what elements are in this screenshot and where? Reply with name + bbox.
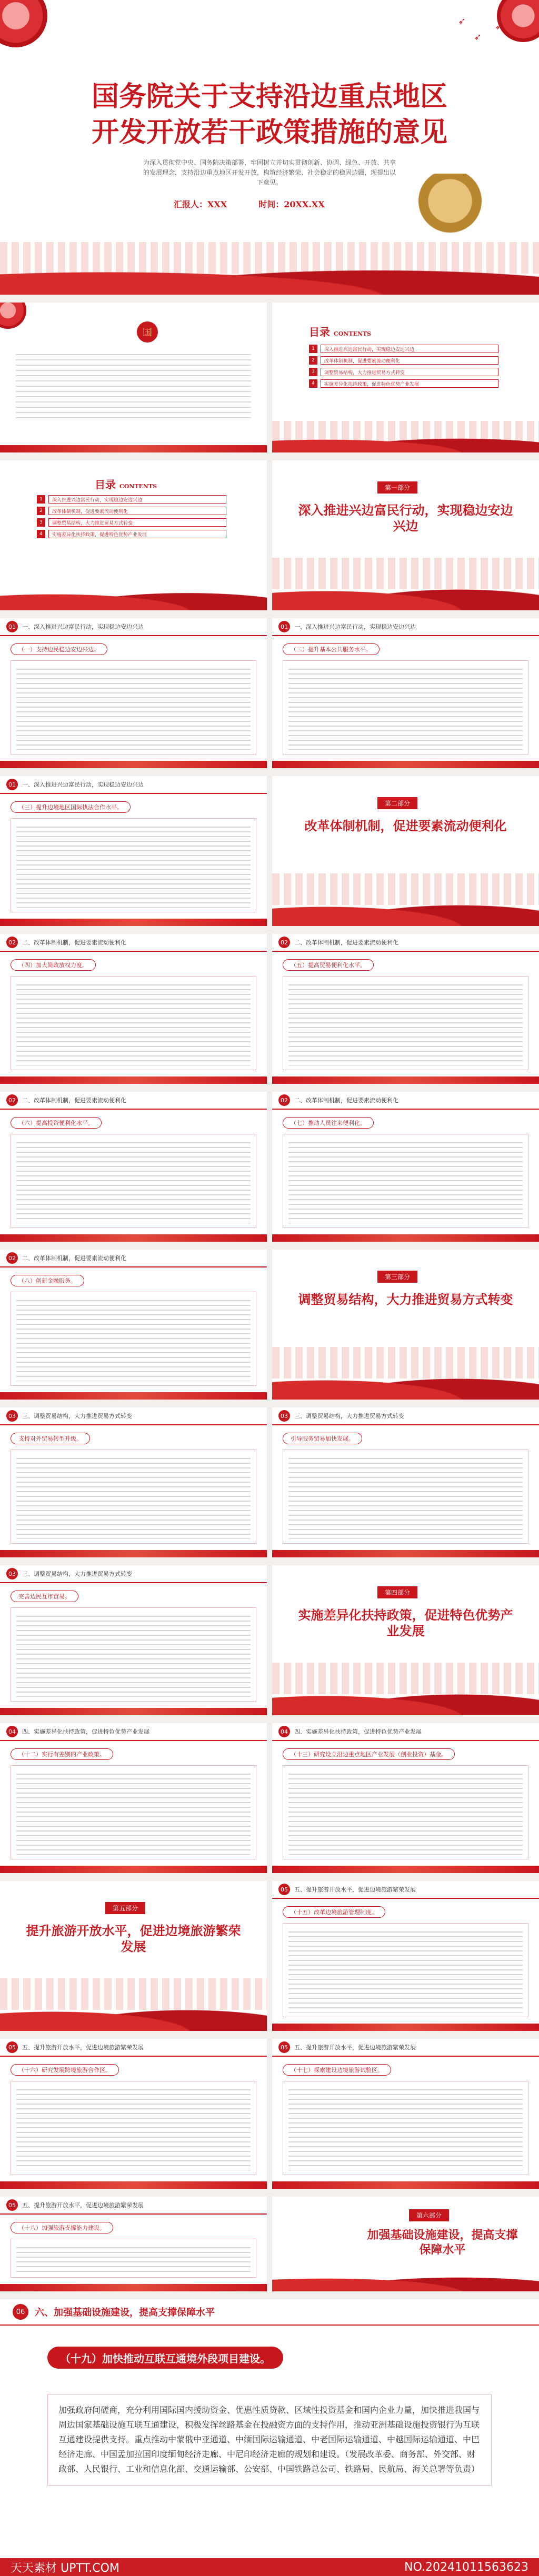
red-footer-bar	[272, 1866, 539, 1873]
part-tag: 第三部分	[377, 1271, 417, 1283]
red-footer-bar	[0, 1392, 267, 1400]
body-text-lines	[16, 1770, 251, 1855]
slide-header	[272, 2039, 539, 2057]
intro-slide	[0, 303, 267, 452]
body-text-lines	[16, 1296, 251, 1381]
content-slide	[272, 1881, 539, 2031]
part-tag: 第六部分	[409, 2209, 449, 2221]
slide-header-text: 三、调整贸易结构，大力推进贸易方式转变	[294, 1413, 404, 1420]
toc-number: 3	[309, 368, 317, 376]
part-title: 提升旅游开放水平，促进边境旅游繁荣发展	[26, 1923, 241, 1954]
slide-header-text: 一、深入推进兴边富民行动，实现稳边安边兴边	[22, 781, 144, 788]
toc-item-label: 调整贸易结构，大力推进贸易方式转变	[48, 518, 226, 527]
slide-header	[0, 1723, 267, 1741]
body-text-lines	[16, 2243, 251, 2273]
part-tag: 第五部分	[105, 1902, 145, 1914]
slide-header	[0, 2039, 267, 2057]
toc-item[interactable]	[37, 530, 226, 538]
slide-number-badge: 01	[6, 621, 18, 632]
intro-text-block	[16, 350, 251, 418]
cover-meta	[174, 198, 325, 210]
red-wave-decoration	[272, 894, 539, 926]
slide-header-text: 五、提升旅游开放水平，促进边境旅游繁荣发展	[294, 2044, 416, 2051]
slide-number-badge: 04	[6, 1726, 18, 1737]
toc-slide	[272, 303, 539, 452]
cover-slide	[0, 0, 539, 295]
toc-item-label: 调整贸易结构，大力推进贸易方式转变	[321, 368, 498, 376]
part-title: 加强基础设施建设，提高支撑保障水平	[367, 2228, 518, 2257]
red-footer-bar	[0, 1076, 267, 1084]
time-label: 时间：20XX.XX	[258, 199, 325, 209]
content-slide	[272, 1723, 539, 1873]
toc-subtitle: CONTENTS	[119, 483, 157, 490]
toc-number: 1	[309, 345, 317, 353]
toc-number: 2	[309, 356, 317, 365]
slide-header-text: 六、加强基础设施建设，提高支撑保障水平	[35, 2307, 215, 2318]
text-card	[11, 1607, 256, 1702]
cover-title-line2: 开发开放若干政策措施的意见	[91, 116, 447, 148]
slide-number-badge: 05	[6, 2199, 18, 2211]
part-slide	[272, 776, 539, 926]
text-card	[11, 1450, 256, 1544]
slide-header	[0, 934, 267, 952]
red-footer-bar	[0, 2284, 267, 2291]
text-card	[11, 2239, 256, 2278]
subheading-pill: （六）提高投资便利化水平。	[11, 1117, 102, 1129]
slide-header	[0, 618, 267, 636]
toc-title-text: 目录	[309, 326, 330, 338]
red-wave-decoration	[272, 2270, 539, 2291]
slide-number-badge: 02	[278, 1094, 290, 1106]
red-footer-bar	[0, 761, 267, 768]
red-footer-bar	[272, 2181, 539, 2189]
content-slide	[0, 1565, 267, 1715]
red-footer-bar	[272, 1234, 539, 1242]
text-card	[11, 976, 256, 1070]
slide-number-badge: 01	[278, 621, 290, 632]
part-tag: 第二部分	[377, 797, 417, 809]
red-footer-bar	[0, 1708, 267, 1715]
slide-number-badge: 02	[6, 1252, 18, 1264]
body-text-lines	[16, 981, 251, 1065]
toc-item-label: 深入推进兴边富民行动，实现稳边安边兴边	[48, 495, 226, 504]
red-footer-bar	[272, 1076, 539, 1084]
red-wave-decoration	[0, 584, 267, 610]
text-card	[11, 660, 256, 754]
slide-header	[0, 2197, 267, 2215]
slide-number-badge: 03	[278, 1410, 290, 1422]
slide-number-badge: 02	[278, 937, 290, 948]
cover-title-line1: 国务院关于支持沿边重点地区	[91, 80, 447, 113]
content-slide	[272, 618, 539, 768]
content-slide	[0, 2197, 267, 2291]
slide-header	[272, 1723, 539, 1741]
slide-number-badge: 03	[6, 1410, 18, 1422]
slide-header-text: 一、深入推进兴边富民行动，实现稳边安边兴边	[294, 623, 416, 630]
content-slide	[272, 1092, 539, 1242]
dove-icon: ➶	[474, 32, 482, 43]
red-footer-bar	[0, 2181, 267, 2189]
content-slide	[0, 776, 267, 926]
peony-decoration	[0, 0, 47, 47]
slide-header-text: 四、实施差异化扶持政策，促进特色优势产业发展	[22, 1728, 149, 1735]
reporter-label: 汇报人：XXX	[174, 199, 227, 209]
slide-header	[0, 1250, 267, 1267]
slide-number-badge: 02	[6, 937, 18, 948]
national-emblem: 国	[137, 321, 158, 343]
slide-header	[0, 776, 267, 794]
text-card	[11, 1134, 256, 1228]
red-footer-bar	[0, 919, 267, 926]
part-slide	[0, 1881, 267, 2031]
cover-intro: 为深入贯彻党中央、国务院决策部署，牢固树立并切实贯彻创新、协调、绿色、开放、共享的发展理念，支持沿边重点地区开发开放，构筑经济繁荣、社会稳定的稳固边疆，现提出以下意见。	[143, 159, 396, 187]
subheading-pill: （十六）研究发展跨境旅游合作区。	[11, 2064, 119, 2076]
red-footer-bar	[0, 1550, 267, 1557]
text-card	[283, 2081, 528, 2175]
red-wave-decoration	[0, 1999, 267, 2031]
subheading-pill: （十五）改革边境旅游管理制度。	[283, 1906, 385, 1918]
part-slide	[272, 1250, 539, 1400]
subheading-pill: 引导服务贸易加快发展。	[283, 1433, 362, 1444]
dove-icon: ➶	[495, 21, 503, 32]
toc-number: 1	[37, 495, 45, 504]
slide-number-badge: 01	[6, 779, 18, 790]
cover-title	[0, 79, 539, 150]
slide-header	[0, 1407, 267, 1425]
toc-number: 2	[37, 507, 45, 515]
toc-slide	[0, 460, 267, 610]
slide-header-text: 五、提升旅游开放水平，促进边境旅游繁荣发展	[294, 1886, 416, 1893]
body-text-lines	[16, 823, 251, 908]
content-slide-large	[0, 2299, 539, 2558]
watermark-bar	[0, 2558, 539, 2576]
toc-item-label: 改革体制机制，促进要素流动便利化	[321, 356, 498, 365]
slide-number-badge: 05	[278, 1884, 290, 1895]
content-slide	[0, 618, 267, 768]
body-text-lines	[288, 1139, 523, 1223]
text-card	[11, 818, 256, 912]
toc-item-label: 实施差异化扶持政策，促进特色优势产业发展	[321, 379, 498, 388]
red-footer-bar	[272, 2024, 539, 2031]
part-title: 深入推进兴边富民行动，实现稳边安边兴边	[298, 502, 513, 534]
slide-header-text: 二、改革体制机制，促进要素流动便利化	[294, 1097, 398, 1104]
content-slide	[0, 1250, 267, 1400]
slide-header-text: 五、提升旅游开放水平，促进边境旅游繁荣发展	[22, 2202, 144, 2209]
toc-item[interactable]	[309, 368, 498, 376]
content-slide	[0, 934, 267, 1084]
body-text-lines	[288, 981, 523, 1065]
subheading-pill: （十七）探索建设边境旅游试验区。	[283, 2064, 391, 2076]
body-text-lines	[16, 1139, 251, 1223]
toc-item[interactable]	[37, 518, 226, 527]
subheading-pill: （十八）加强旅游支撑能力建设。	[11, 2222, 113, 2233]
content-slide	[0, 2039, 267, 2189]
body-text-lines	[16, 1612, 251, 1697]
toc-title-text: 目录	[95, 478, 116, 491]
content-slide	[0, 1723, 267, 1873]
subheading-pill: （二）提升基本公共服务水平。	[283, 643, 380, 655]
slide-header	[272, 934, 539, 952]
part-tag: 第一部分	[377, 481, 417, 494]
slide-number-badge: 05	[6, 2041, 18, 2053]
peony-decoration	[0, 303, 26, 329]
subheading-pill: 支持对外贸易转型升级。	[11, 1433, 90, 1444]
toc-number: 4	[37, 530, 45, 538]
red-wave-decoration	[272, 1684, 539, 1715]
toc-item[interactable]	[309, 356, 498, 365]
text-card	[283, 1134, 528, 1228]
slide-number-badge: 03	[6, 1568, 18, 1579]
toc-subtitle: CONTENTS	[333, 330, 372, 337]
toc-list	[37, 495, 226, 541]
subheading-pill: （十九）加快推动互联互通境外段项目建设。	[47, 2347, 283, 2369]
content-slide	[272, 934, 539, 1084]
text-card	[11, 2081, 256, 2175]
slide-header	[0, 1565, 267, 1583]
red-wave-decoration	[272, 1368, 539, 1400]
watermark-site: 天天素材 UPTT.COM	[11, 2561, 119, 2575]
part-slide	[272, 460, 539, 610]
slide-header	[0, 1092, 267, 1110]
body-text: 加强政府间磋商，充分利用国际国内援助资金、优惠性质贷款、区域性投资基金和国内企业力量，加快推进我国与周边国家基础设施互联互通建设，积极发挥丝路基金在投融资方面的支持作用，推动亚洲基础设施投资银行为互联互通建设提供支持。重点推动中蒙俄中亚通道、中缅国际运输通道、中老国际运输通道、中越国际运输通道、中巴经济走廊、中国孟加拉国印度缅甸经济走廊、中尼印经济走廊的规划和建设。（发展改革委、商务部、外交部、财政部、人民银行、工业和信息化部、交通运输部、公安部、中国铁路总公司、铁路局、民航局、海关总署等负责）	[47, 2394, 492, 2486]
slide-number-badge: 06	[13, 2304, 28, 2320]
slide-header-text: 二、改革体制机制，促进要素流动便利化	[22, 1097, 126, 1104]
red-footer-bar	[272, 1550, 539, 1557]
slide-header-text: 一、深入推进兴边富民行动，实现稳边安边兴边	[22, 623, 144, 630]
watermark-id: NO.20241011563623	[404, 2560, 528, 2574]
toc-item[interactable]	[309, 379, 498, 388]
text-card	[283, 660, 528, 754]
peony-decoration	[497, 0, 539, 42]
text-card	[283, 1450, 528, 1544]
part-title: 调整贸易结构，大力推进贸易方式转变	[298, 1292, 513, 1307]
subheading-pill: （三）提升边境地区国际执法合作水平。	[11, 801, 131, 813]
toc-item[interactable]	[37, 507, 226, 515]
content-slide	[272, 1407, 539, 1557]
part-slide	[272, 1565, 539, 1715]
toc-item-label: 深入推进兴边富民行动，实现稳边安边兴边	[321, 345, 498, 353]
content-slide	[272, 2039, 539, 2189]
part-tag: 第四部分	[377, 1586, 417, 1598]
red-wave-decoration	[272, 431, 539, 452]
red-footer-bar	[0, 1234, 267, 1242]
red-footer-bar	[0, 445, 267, 452]
subheading-pill: （四）加大简政放权力度。	[11, 959, 96, 971]
slide-header-text: 三、调整贸易结构，大力推进贸易方式转变	[22, 1413, 132, 1420]
slide-header	[272, 1881, 539, 1899]
subheading-pill: （五）提高贸易便利化水平。	[283, 959, 374, 971]
slide-number-badge: 02	[6, 1094, 18, 1106]
body-text-lines	[16, 2086, 251, 2170]
toc-number: 4	[309, 379, 317, 388]
toc-title	[95, 476, 157, 491]
slide-header-text: 五、提升旅游开放水平，促进边境旅游繁荣发展	[22, 2044, 144, 2051]
part-slide	[272, 2197, 539, 2291]
part-title: 实施差异化扶持政策，促进特色优势产业发展	[298, 1607, 513, 1638]
subheading-pill: （十二）实行有差别的产业政策。	[11, 1748, 113, 1760]
text-card	[11, 1292, 256, 1386]
part-title: 改革体制机制，促进要素流动便利化	[304, 818, 507, 833]
toc-item-label: 实施差异化扶持政策，促进特色优势产业发展	[48, 530, 226, 538]
slide-header	[272, 1407, 539, 1425]
slide-header-text: 三、调整贸易结构，大力推进贸易方式转变	[22, 1571, 132, 1577]
slide-header-text: 四、实施差异化扶持政策，促进特色优势产业发展	[294, 1728, 422, 1735]
body-text-lines	[288, 665, 523, 750]
text-card	[283, 1923, 528, 2017]
red-wave-decoration	[0, 258, 539, 295]
slide-header	[272, 1092, 539, 1110]
slide-header-text: 二、改革体制机制，促进要素流动便利化	[294, 939, 398, 946]
red-wave-decoration	[272, 579, 539, 610]
red-footer-bar	[272, 761, 539, 768]
subheading-pill: （一）支持边民稳边安边兴边。	[11, 643, 107, 655]
body-text-lines	[16, 1454, 251, 1539]
body-text-lines	[16, 665, 251, 750]
content-slide	[0, 1092, 267, 1242]
body-text-lines	[288, 2086, 523, 2170]
toc-title	[309, 324, 371, 339]
red-footer-bar	[0, 1866, 267, 1873]
toc-item-label: 改革体制机制，促进要素流动便利化	[48, 507, 226, 515]
body-text-lines	[288, 1928, 523, 2012]
subheading-pill: （八）创新金融服务。	[11, 1275, 84, 1286]
text-card	[11, 1765, 256, 1859]
body-text-lines	[288, 1454, 523, 1539]
subheading-pill: （十三）研究设立沿边重点地区产业发展（创业投资）基金。	[283, 1748, 455, 1760]
subheading-pill: 完善边民互市贸易。	[11, 1591, 78, 1602]
slide-number-badge: 04	[278, 1726, 290, 1737]
subheading-pill: （七）推动人员往来便利化。	[283, 1117, 374, 1129]
slide-header	[272, 618, 539, 636]
toc-item[interactable]	[309, 345, 498, 353]
toc-number: 3	[37, 518, 45, 527]
toc-list	[309, 345, 498, 391]
content-slide	[0, 1407, 267, 1557]
text-card	[283, 976, 528, 1070]
slide-header-text: 二、改革体制机制，促进要素流动便利化	[22, 1255, 126, 1262]
slide-header-text: 二、改革体制机制，促进要素流动便利化	[22, 939, 126, 946]
toc-item[interactable]	[37, 495, 226, 504]
slide-number-badge: 05	[278, 2041, 290, 2053]
lion-statue-image	[411, 174, 490, 242]
slide-header	[0, 2299, 539, 2326]
body-text-lines	[288, 1770, 523, 1855]
dove-icon: ➶	[458, 16, 466, 27]
text-card	[283, 1765, 528, 1859]
